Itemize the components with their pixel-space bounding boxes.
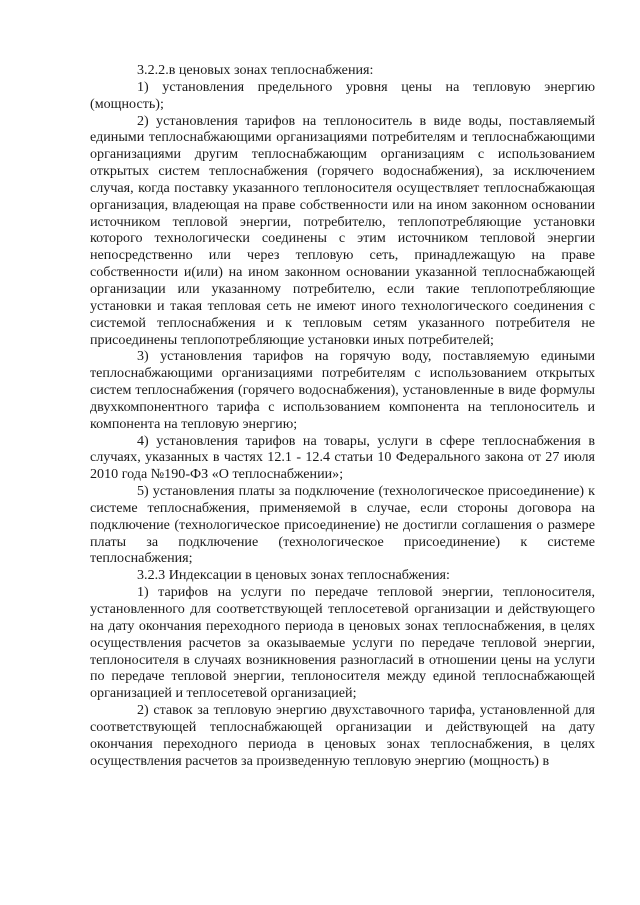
list-item-3: 3) установления тарифов на горячую воду, поставляемую едиными теплоснабжающими организациями потребителям с использованием открытых систем теплоснабжения (горячего водоснабжения), установленные в виде формулы двухкомпонентного тарифа с использованием компонента на теплоноситель и компонента на тепловую энергию;	[90, 348, 595, 432]
list-item-2: 2) установления тарифов на теплоноситель в виде воды, поставляемый едиными теплоснабжающими организациями потребителям и теплоснабжающими организациями другим теплоснабжающим организациям с использованием открытых систем теплоснабжения (горячего водоснабжения), за исключением случая, когда поставку указанного теплоносителя осуществляет теплоснабжающая организация, владеющая на праве собственности или на ином законном основании источником тепловой энергии, потребителю, теплопотребляющие установки которого технологически соединены с этим источником тепловой энергии непосредственно или через тепловую сеть, принадлежащую на праве собственности и(или) на ином законном основании указанной теплоснабжающей организации или указанному потребителю, если такие теплопотребляющие установки и такая тепловая сеть не имеют иного технологического соединения с системой теплоснабжения и к тепловым сетям указанного потребителя не присоединены теплопотребляющие установки иных потребителей;	[90, 112, 595, 348]
list-item-1: 1) установления предельного уровня цены на тепловую энергию (мощность);	[90, 78, 595, 112]
indexation-item-2: 2) ставок за тепловую энергию двухставочного тарифа, установленной для соответствующей теплоснабжающей организации и действующей на дату окончания переходного периода в ценовых зонах теплоснабжения, в целях осуществления расчетов за произведенную тепловую энергию (мощность) в	[90, 702, 595, 769]
section-heading-3-2-3: 3.2.3 Индексации в ценовых зонах теплоснабжения:	[137, 567, 450, 584]
indexation-item-1: 1) тарифов на услуги по передаче тепловой энергии, теплоносителя, установленного для соответствующей теплосетевой организации и действующего на дату окончания переходного периода в ценовых зонах теплоснабжения, в целях осуществления расчетов за оказываемые услуги по передаче тепловой энергии, теплоносителя в случаях возникновения разногласий в отношении цены на услуги по передаче тепловой энергии, теплоносителя между единой теплоснабжающей организацией и теплосетевой организацией;	[90, 584, 595, 702]
list-item-4: 4) установления тарифов на товары, услуги в сфере теплоснабжения в случаях, указанных в частях 12.1 - 12.4 статьи 10 Федерального закона от 27 июля 2010 года №190-ФЗ «О теплоснабжении»;	[90, 432, 595, 483]
list-item-5: 5) установления платы за подключение (технологическое присоединение) к системе теплоснабжения, применяемой в случае, если стороны договора на подключение (технологическое присоединение) не достигли соглашения о размере платы за подключение (технологическое присоединение) к системе теплоснабжения;	[90, 483, 595, 567]
document-body	[90, 62, 595, 769]
section-heading-3-2-2: 3.2.2.в ценовых зонах теплоснабжения:	[137, 62, 374, 78]
